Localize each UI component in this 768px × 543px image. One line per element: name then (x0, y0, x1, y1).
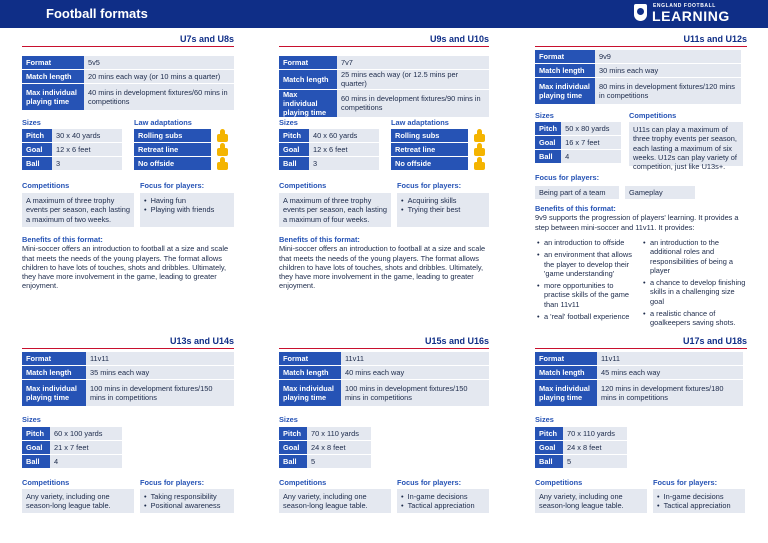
pitch-row (535, 122, 621, 135)
focus-box (140, 193, 234, 227)
benefit-item: • more opportunities to practise skills of the game than 11v11 (537, 281, 637, 309)
match-length-value: 35 mins each way (86, 366, 234, 379)
format-value: 11v11 (86, 352, 234, 365)
focus-box (397, 489, 489, 513)
focus-item: • Trying their best (401, 205, 485, 214)
format-value: 11v11 (597, 352, 743, 365)
panel-header (279, 33, 489, 47)
match-length-row (279, 366, 489, 379)
thumbs-up-icon (473, 143, 486, 156)
ball-label: Ball (279, 455, 307, 468)
goal-row (279, 441, 371, 454)
format-label: Format (279, 56, 337, 69)
page-title: Football formats (46, 6, 148, 21)
format-row (22, 56, 234, 69)
max-time-value: 100 mins in development fixtures/150 mins in competitions (86, 380, 234, 406)
benefits-text: 9v9 supports the progression of players' learning. It provides a step between mini-soccer and 11v11. It provides: (535, 213, 739, 232)
focus-item: • Tactical appreciation (401, 501, 485, 510)
sizes-heading: Sizes (535, 415, 554, 424)
max-time-label: Max individual playing time (535, 380, 597, 406)
law-label: No offside (391, 157, 468, 170)
sizes-table (279, 426, 371, 469)
benefits-section (279, 235, 489, 291)
pitch-row (279, 129, 379, 142)
pitch-row (22, 129, 122, 142)
ball-row (535, 150, 621, 163)
format-table (279, 55, 489, 118)
focus-item: • Playing with friends (144, 205, 230, 214)
benefits-section (535, 204, 747, 232)
format-value: 11v11 (341, 352, 489, 365)
format-label: Format (535, 50, 595, 63)
competitions-heading: Competitions (279, 181, 327, 190)
pitch-value: 50 x 80 yards (561, 122, 621, 135)
match-length-row (22, 70, 234, 83)
ball-value: 4 (561, 150, 621, 163)
ball-value: 5 (307, 455, 371, 468)
panel-header (22, 33, 234, 47)
benefit-item: • a chance to develop finishing skills in a challenging size goal (643, 278, 747, 306)
sizes-heading: Sizes (22, 415, 41, 424)
goal-label: Goal (535, 136, 561, 149)
competitions-heading: Competitions (22, 181, 70, 190)
focus-item: • In-game decisions (657, 492, 741, 501)
pitch-value: 70 x 110 yards (563, 427, 627, 440)
format-table (279, 351, 489, 407)
max-time-label: Max individual playing time (279, 380, 341, 406)
competitions-heading: Competitions (279, 478, 327, 487)
panel-header (22, 335, 234, 349)
benefits-heading: Benefits of this format: (22, 235, 103, 244)
benefits-text: Mini-soccer offers an introduction to football at a size and scale that meets the needs of the young players. The format allows children to have lots of touches, shots and dribbles. Ultimately, they have more involvement in the game, leading to greater enjoyment. (22, 244, 229, 291)
ball-row (535, 455, 627, 468)
pitch-label: Pitch (22, 427, 50, 440)
law-adaptations-heading: Law adaptations (134, 118, 192, 127)
focus-item: • Taking responsibility (144, 492, 230, 501)
panel-u7-u8 (22, 33, 234, 293)
sizes-table (22, 426, 122, 469)
ball-label: Ball (22, 455, 50, 468)
goal-value: 24 x 8 feet (563, 441, 627, 454)
law-label: Rolling subs (391, 129, 468, 142)
benefit-item: • a realistic chance of goalkeepers saving shots. (643, 309, 747, 328)
focus-item: Being part of a team (535, 186, 619, 199)
thumbs-up-icon (473, 157, 486, 170)
match-length-label: Match length (279, 366, 341, 379)
match-length-row (535, 366, 743, 379)
focus-item: • Tactical appreciation (657, 501, 741, 510)
panel-title: U7s and U8s (179, 34, 234, 44)
max-time-value: 80 mins in development fixtures/120 mins in competitions (595, 78, 741, 104)
competitions-box: Any variety, including one season-long league table. (535, 489, 647, 513)
thumbs-up-icon (216, 157, 229, 170)
sizes-heading: Sizes (22, 118, 41, 127)
law-adaptations-list (134, 129, 234, 171)
pitch-label: Pitch (279, 427, 307, 440)
benefit-item: • a 'real' football experience (537, 312, 637, 321)
max-time-row (535, 380, 743, 406)
panel-header (535, 335, 747, 349)
law-row (391, 143, 489, 156)
max-time-label: Max individual playing time (22, 380, 86, 406)
format-value: 9v9 (595, 50, 741, 63)
benefits-heading: Benefits of this format: (535, 204, 616, 213)
focus-heading: Focus for players: (397, 478, 462, 487)
format-label: Format (22, 352, 86, 365)
focus-heading: Focus for players: (535, 173, 600, 182)
benefits-bullets-left (537, 238, 637, 324)
match-length-value: 25 mins each way (or 12.5 mins per quarter) (337, 70, 489, 89)
focus-heading: Focus for players: (140, 181, 205, 190)
england-football-learning-logo (634, 3, 754, 25)
ball-label: Ball (535, 455, 563, 468)
ball-row (22, 455, 122, 468)
law-row (391, 157, 489, 170)
ball-row (279, 157, 379, 170)
law-row (134, 129, 234, 142)
format-table (535, 49, 741, 105)
competitions-box: A maximum of three trophy events per season, each lasting a maximum of four weeks. (279, 193, 391, 227)
match-length-value: 20 mins each way (or 10 mins a quarter) (84, 70, 234, 83)
competitions-box: Any variety, including one season-long league table. (22, 489, 134, 513)
sizes-heading: Sizes (279, 118, 298, 127)
pitch-row (22, 427, 122, 440)
goal-row (22, 143, 122, 156)
competitions-heading: Competitions (629, 111, 677, 120)
format-row (22, 352, 234, 365)
max-time-value: 120 mins in development fixtures/180 mins in competitions (597, 380, 743, 406)
ball-label: Ball (535, 150, 561, 163)
thumbs-up-icon (216, 129, 229, 142)
max-time-row (535, 78, 741, 104)
panel-u15-u16 (279, 335, 489, 525)
pitch-row (279, 427, 371, 440)
match-length-value: 45 mins each way (597, 366, 743, 379)
format-table (22, 55, 234, 111)
logo-big-text: LEARNING (652, 8, 730, 24)
max-time-row (22, 84, 234, 110)
match-length-label: Match length (535, 366, 597, 379)
benefit-item: • an environment that allows the player to develop their 'game understanding' (537, 250, 637, 278)
max-time-label: Max individual playing time (22, 84, 84, 110)
sizes-table (22, 128, 122, 171)
panel-u17-u18 (535, 335, 747, 525)
competitions-box: A maximum of three trophy events per season, each lasting a maximum of two weeks. (22, 193, 134, 227)
format-row (279, 352, 489, 365)
goal-label: Goal (279, 143, 309, 156)
match-length-value: 40 mins each way (341, 366, 489, 379)
ball-label: Ball (22, 157, 52, 170)
focus-box (397, 193, 489, 227)
match-length-label: Match length (22, 70, 84, 83)
focus-heading: Focus for players: (140, 478, 205, 487)
pitch-value: 40 x 60 yards (309, 129, 379, 142)
sizes-heading: Sizes (535, 111, 554, 120)
benefits-bullets-right (643, 238, 747, 330)
goal-label: Goal (279, 441, 307, 454)
goal-row (535, 441, 627, 454)
benefit-item: • an introduction to offside (537, 238, 637, 247)
goal-label: Goal (22, 143, 52, 156)
pitch-value: 60 x 100 yards (50, 427, 122, 440)
goal-value: 12 x 6 feet (309, 143, 379, 156)
focus-item: • Having fun (144, 196, 230, 205)
match-length-label: Match length (279, 70, 337, 89)
format-value: 5v5 (84, 56, 234, 69)
header-bar (0, 0, 768, 28)
max-time-value: 100 mins in development fixtures/150 mins in competitions (341, 380, 489, 406)
panel-title: U9s and U10s (429, 34, 489, 44)
panel-u13-u14 (22, 335, 234, 525)
format-label: Format (279, 352, 341, 365)
max-time-row (279, 90, 489, 118)
panel-u11-u12 (535, 33, 747, 327)
ball-value: 3 (52, 157, 122, 170)
competitions-heading: Competitions (22, 478, 70, 487)
goal-row (22, 441, 122, 454)
sizes-table (535, 121, 621, 164)
max-time-label: Max individual playing time (279, 90, 337, 118)
pitch-row (535, 427, 627, 440)
format-label: Format (535, 352, 597, 365)
ball-label: Ball (279, 157, 309, 170)
panel-header (535, 33, 747, 47)
goal-row (535, 136, 621, 149)
goal-label: Goal (22, 441, 50, 454)
focus-box (653, 489, 745, 513)
panel-u9-u10 (279, 33, 489, 293)
goal-value: 24 x 8 feet (307, 441, 371, 454)
competitions-box: U11s can play a maximum of three trophy events per season, each lasting a maximum of six weeks. U12s can play variety of competition, just like U13s+. (629, 122, 743, 166)
focus-item: Gameplay (625, 186, 695, 199)
sizes-table (535, 426, 627, 469)
ball-value: 5 (563, 455, 627, 468)
benefits-heading: Benefits of this format: (279, 235, 360, 244)
law-label: Retreat line (391, 143, 468, 156)
focus-item: • Acquiring skills (401, 196, 485, 205)
focus-heading: Focus for players: (397, 181, 462, 190)
focus-item: • In-game decisions (401, 492, 485, 501)
match-length-row (279, 70, 489, 89)
panel-header (279, 335, 489, 349)
ball-row (22, 157, 122, 170)
panel-title: U13s and U14s (169, 336, 234, 346)
match-length-label: Match length (22, 366, 86, 379)
max-time-label: Max individual playing time (535, 78, 595, 104)
benefit-item: • an introduction to the additional roles and responsibilities of being a player (643, 238, 747, 275)
law-adaptations-list (391, 129, 489, 171)
format-value: 7v7 (337, 56, 489, 69)
goal-value: 21 x 7 feet (50, 441, 122, 454)
match-length-value: 30 mins each way (595, 64, 741, 77)
focus-item: • Positional awareness (144, 501, 230, 510)
format-table (22, 351, 234, 407)
logo-small-text: ENGLAND FOOTBALL (653, 3, 716, 9)
thumbs-up-icon (473, 129, 486, 142)
law-label: Rolling subs (134, 129, 211, 142)
format-row (535, 50, 741, 63)
panel-title: U15s and U16s (424, 336, 489, 346)
england-crest-icon (634, 4, 647, 21)
ball-value: 3 (309, 157, 379, 170)
benefits-section (22, 235, 234, 291)
format-label: Format (22, 56, 84, 69)
law-label: Retreat line (134, 143, 211, 156)
panel-title: U17s and U18s (682, 336, 747, 346)
law-row (134, 143, 234, 156)
focus-box (140, 489, 234, 513)
format-row (535, 352, 743, 365)
max-time-row (22, 380, 234, 406)
format-table (535, 351, 743, 407)
goal-label: Goal (535, 441, 563, 454)
goal-value: 12 x 6 feet (52, 143, 122, 156)
pitch-label: Pitch (535, 427, 563, 440)
panel-title: U11s and U12s (683, 34, 747, 44)
law-label: No offside (134, 157, 211, 170)
goal-value: 16 x 7 feet (561, 136, 621, 149)
sizes-table (279, 128, 379, 171)
law-row (134, 157, 234, 170)
competitions-box: Any variety, including one season-long league table. (279, 489, 391, 513)
thumbs-up-icon (216, 143, 229, 156)
competitions-heading: Competitions (535, 478, 583, 487)
sizes-heading: Sizes (279, 415, 298, 424)
law-row (391, 129, 489, 142)
max-time-value: 40 mins in development fixtures/60 mins in competitions (84, 84, 234, 110)
max-time-value: 60 mins in development fixtures/90 mins in competitions (337, 90, 489, 118)
pitch-label: Pitch (279, 129, 309, 142)
match-length-label: Match length (535, 64, 595, 77)
ball-value: 4 (50, 455, 122, 468)
law-adaptations-heading: Law adaptations (391, 118, 449, 127)
pitch-label: Pitch (535, 122, 561, 135)
pitch-label: Pitch (22, 129, 52, 142)
pitch-value: 70 x 110 yards (307, 427, 371, 440)
max-time-row (279, 380, 489, 406)
match-length-row (535, 64, 741, 77)
benefits-text: Mini-soccer offers an introduction to football at a size and scale that meets the needs of the young players. The format allows children to have lots of touches, shots and dribbles. Ultimately, they have more involvement in the game, leading to greater enjoyment. (279, 244, 486, 291)
goal-row (279, 143, 379, 156)
pitch-value: 30 x 40 yards (52, 129, 122, 142)
ball-row (279, 455, 371, 468)
focus-heading: Focus for players: (653, 478, 718, 487)
format-row (279, 56, 489, 69)
match-length-row (22, 366, 234, 379)
